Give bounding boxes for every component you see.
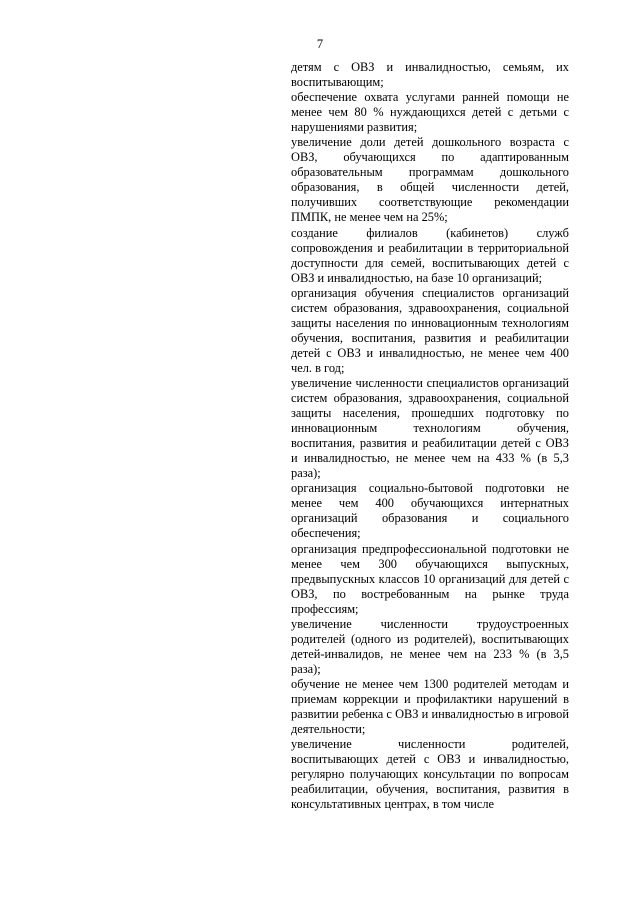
- paragraph-4: создание филиалов (кабинетов) служб сопровождения и реабилитации в территориальной доступности для семей, воспитывающих детей с ОВЗ и инвалидностью, на базе 10 организаций;: [291, 225, 569, 285]
- page-number: 7: [316, 37, 324, 51]
- paragraph-11: увеличение численности родителей, воспитывающих детей с ОВЗ и инвалидностью, регулярно получающих консультации по вопросам реабилитации, обучения, воспитания, развития в консультативных центрах, в том числе: [291, 737, 569, 812]
- paragraph-6: увеличение численности специалистов организаций систем образования, здравоохранения, социальной защиты населения, прошедших подготовку по инновационным технологиям обучения, воспитания, развития и реабилитации детей с ОВЗ и инвалидностью, не менее чем на 433 % (в 5,3 раза);: [291, 375, 569, 481]
- paragraph-5: организация обучения специалистов организаций систем образования, здравоохранения, социальной защиты населения по инновационным технологиям обучения, воспитания, развития и реабилитации детей с ОВЗ и инвалидностью, не менее чем 400 чел. в год;: [291, 285, 569, 375]
- paragraph-9: увеличение численности трудоустроенных родителей (одного из родителей), воспитывающих детей-инвалидов, не менее чем на 233 % (в 3,5 раза);: [291, 616, 569, 676]
- paragraph-1: детям с ОВЗ и инвалидностью, семьям, их воспитывающим;: [291, 60, 569, 90]
- paragraph-2: обеспечение охвата услугами ранней помощи не менее чем 80 % нуждающихся детей с детьми с нарушениями развития;: [291, 90, 569, 135]
- text-column: [291, 60, 569, 812]
- paragraph-7: организация социально-бытовой подготовки не менее чем 400 обучающихся интернатных организаций образования и социального обеспечения;: [291, 481, 569, 541]
- paragraph-8: организация предпрофессиональной подготовки не менее чем 300 обучающихся выпускных, предвыпускных классов 10 организаций для детей с ОВЗ, по востребованным на рынке труда профессиям;: [291, 541, 569, 616]
- paragraph-10: обучение не менее чем 1300 родителей методам и приемам коррекции и профилактики нарушений в развитии ребенка с ОВЗ и инвалидностью в игровой деятельности;: [291, 676, 569, 737]
- paragraph-3: увеличение доли детей дошкольного возраста с ОВЗ, обучающихся по адаптированным образовательным программам дошкольного образования, в общей численности детей, получивших соответствующие рекомендации ПМПК, не менее чем на 25%;: [291, 135, 569, 225]
